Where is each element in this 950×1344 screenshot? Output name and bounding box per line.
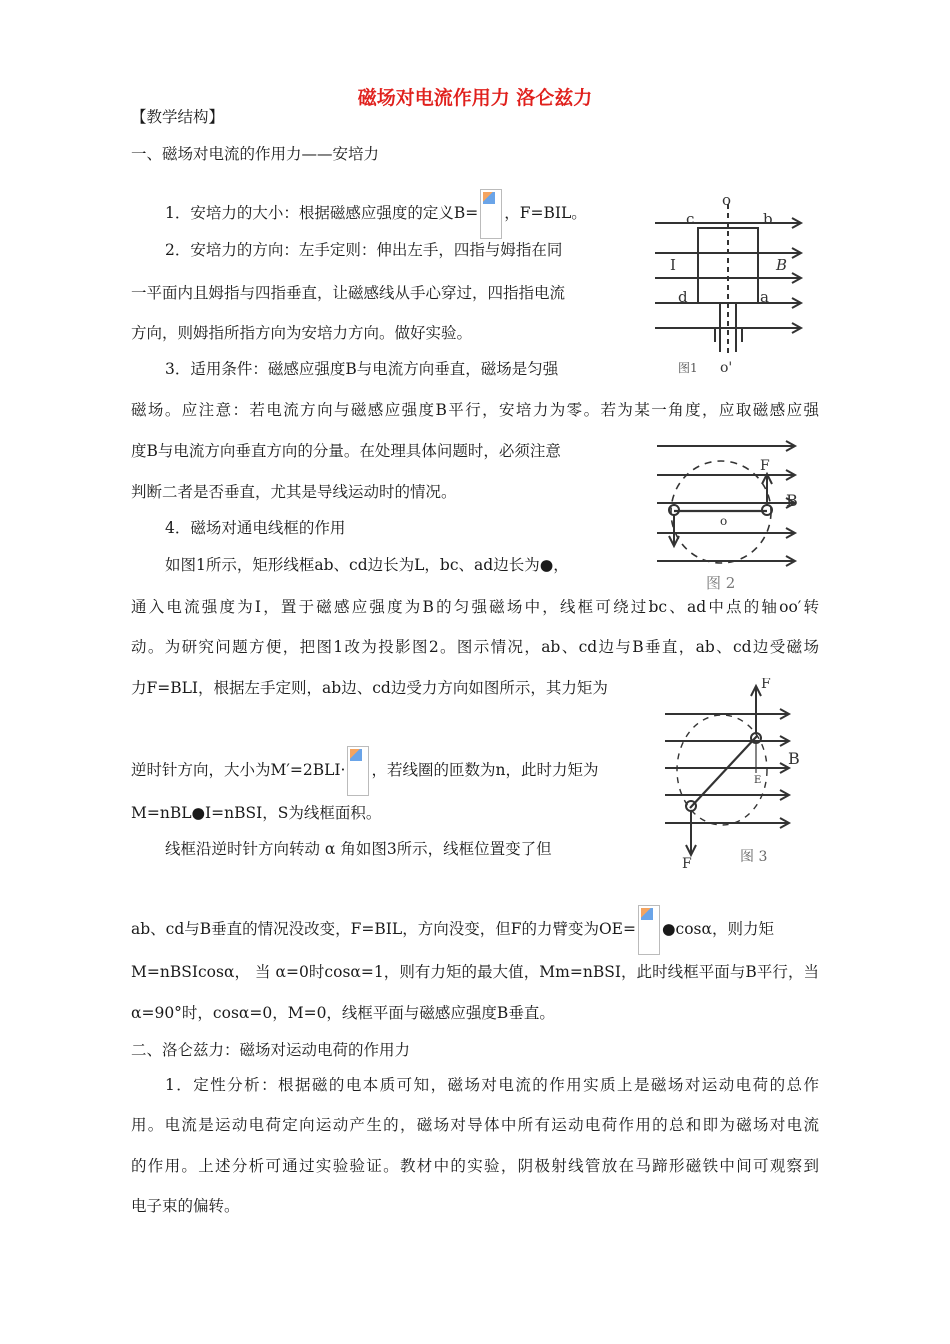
paragraph-frame-line: 力F=BLI，根据左手定则，ab边、cd边受力方向如图所示，其力矩为 (131, 679, 608, 697)
fig3-label: B (788, 749, 800, 768)
fig2-label: o (720, 514, 728, 528)
paragraph-ampere-direction-line: 一平面内且姆指与四指垂直，让磁感线从手心穿过，四指指电流 (131, 284, 566, 302)
page-title: 磁场对电流作用力 洛仑兹力 (357, 87, 593, 109)
fig1-label: c (686, 210, 695, 228)
paragraph-ampere-direction-line: 方向，则姆指所指方向为安培力方向。做好实验。 (131, 324, 473, 342)
torque-text: 逆时针方向，大小为M′=2BLI· (131, 761, 346, 779)
paragraph-frame-torque (131, 746, 598, 796)
paragraph-rotation-line: α=90°时，cosα=0，M=0，线框平面与磁感应强度B垂直。 (131, 1004, 555, 1022)
fig2-caption: 图 2 (706, 574, 736, 592)
heading-lorentz-force: 二、洛仑兹力：磁场对运动电荷的作用力 (131, 1041, 411, 1059)
paragraph-conditions-line: 判断二者是否垂直，尤其是导线运动时的情况。 (131, 483, 457, 501)
paragraph-frame-line: M=nBL●I=nBSI，S为线框面积。 (131, 804, 382, 822)
rotation-text: ab、cd与B垂直的情况没改变，F=BIL，方向没变，但F的力臂变为OE= (131, 920, 636, 938)
paragraph-conditions-line: 磁场。应注意：若电流方向与磁感应强度B平行，安培力为零。若为某一角度，应取磁感应强 (131, 401, 819, 419)
broken-image-icon (347, 746, 369, 796)
paragraph-ampere-direction-line: 2．安培力的方向：左手定则：伸出左手，四指与姆指在同 (165, 241, 563, 259)
paragraph-lorentz-line: 电子束的偏转。 (131, 1197, 240, 1215)
rotation-text-cont: ●cosα，则力矩 (661, 920, 774, 938)
ampere-formula-text: ，F=BIL。 (504, 204, 587, 222)
fig3-label: F (682, 856, 692, 872)
fig2-label: F (760, 458, 770, 474)
paragraph-lorentz-line: 用。电流是运动电荷定向运动产生的，磁场对导体中所有运动电荷作用的总和即为磁场对电流 (131, 1116, 819, 1134)
fig3-label: F (761, 678, 771, 692)
broken-image-icon (480, 189, 502, 239)
paragraph-lorentz-line: 的作用。上述分析可通过实验验证。教材中的实验，阴极射线管放在马蹄形磁铁中间可观察到 (131, 1157, 819, 1175)
torque-text-cont: ，若线圈的匝数为n，此时力矩为 (371, 761, 599, 779)
fig1-label: a (760, 288, 769, 306)
paragraph-rotation-line: 线框沿逆时针方向转动 α 角如图3所示，线框位置变了但 (165, 840, 552, 858)
fig1-label: o (722, 192, 732, 209)
broken-image-icon (638, 905, 660, 955)
fig3-label: E (754, 775, 762, 786)
fig1-label: o' (720, 360, 733, 376)
ampere-magnitude-text: 1．安培力的大小：根据磁感应强度的定义B= (165, 204, 479, 222)
figure-3-diagram (660, 678, 810, 878)
fig1-label: b (763, 210, 773, 228)
fig1-caption: 图1 (678, 361, 698, 375)
paragraph-frame-line: 通入电流强度为I，置于磁感应强度为B的匀强磁场中，线框可绕过bc、ad中点的轴oo′转 (131, 598, 819, 616)
figure-1-diagram (650, 192, 805, 382)
fig2-label: B (786, 491, 798, 510)
heading-ampere-force: 一、磁场对电流的作用力——安培力 (131, 145, 380, 163)
paragraph-rotation-arm (131, 905, 774, 955)
paragraph-frame-line: 动。为研究问题方便，把图1改为投影图2。图示情况，ab、cd边与B垂直，ab、cd边受磁场 (131, 638, 819, 656)
paragraph-rotation-line: M=nBSIcosα， 当 α=0时cosα=1，则有力矩的最大值，Mm=nBSI，此时线框平面与B平行，当 (131, 963, 819, 981)
fig1-label: B (776, 256, 788, 274)
paragraph-frame-line: 如图1所示，矩形线框ab、cd边长为L，bc、ad边长为●， (165, 556, 569, 574)
fig1-label: d (678, 288, 688, 306)
paragraph-lorentz-line: 1．定性分析：根据磁的电本质可知，磁场对电流的作用实质上是磁场对运动电荷的总作 (165, 1076, 819, 1094)
paragraph-frame-line: 4．磁场对通电线框的作用 (165, 519, 346, 537)
section-header: 【教学结构】 (131, 108, 225, 126)
fig1-label: I (670, 256, 676, 274)
paragraph-conditions-line: 3．适用条件：磁感应强度B与电流方向垂直，磁场是匀强 (165, 360, 559, 378)
paragraph-ampere-magnitude (165, 189, 587, 239)
figure-2-diagram (652, 438, 812, 593)
fig3-caption: 图 3 (740, 849, 768, 865)
paragraph-conditions-line: 度B与电流方向垂直方向的分量。在处理具体问题时，必须注意 (131, 442, 561, 460)
